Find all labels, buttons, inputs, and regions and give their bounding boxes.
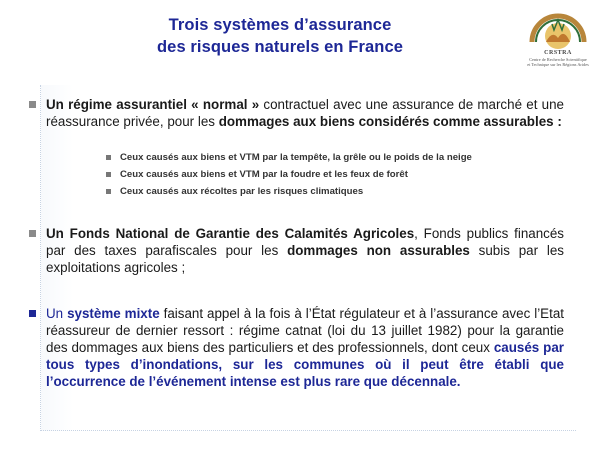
item2-tail: subis par les exploitations agricoles ;	[46, 243, 564, 275]
logo-acronym: CRSTRA	[544, 50, 572, 56]
sub-list	[120, 149, 570, 200]
list-item-regime-normal	[46, 96, 564, 130]
logo-caption-line-2: et Technique sur les Régions Arides	[527, 62, 589, 67]
item3-emphasis: système mixte	[67, 306, 160, 321]
item3-text: faisant appel à la fois à l’État régulateur et à l’assurance avec l’Etat réassureur de dernier ressort : régime catnat (loi du 13 juillet 1982) pour la garantie des dommages aux biens des particuliers et des professionnels, dont ceux	[46, 306, 564, 355]
square-bullet-icon	[29, 101, 36, 108]
item1-lead: Un régime assurantiel « normal »	[46, 97, 260, 112]
crstra-logo	[522, 2, 594, 78]
title-line-2: des risques naturels en France	[156, 38, 403, 56]
sub-item-tempete	[120, 149, 570, 166]
item3-lead: Un	[46, 306, 68, 321]
item2-lead: Un Fonds National de Garantie des Calamités Agricoles	[46, 226, 415, 241]
item1-colon: :	[553, 114, 562, 129]
square-bullet-icon	[29, 230, 36, 237]
sub-item-label: Ceux causés aux récoltes par les risques climatiques	[120, 186, 364, 197]
item2-text: , Fonds publics financés par des taxes parafiscales pour les	[46, 226, 565, 258]
sub-item-foudre	[120, 166, 570, 183]
sub-item-label: Ceux causés aux biens et VTM par la tempête, la grêle ou le poids de la neige	[120, 152, 472, 163]
logo-caption	[522, 57, 594, 67]
item3-conclusion: causés par tous types d’inondations, sur les communes où il peut être établi que l’occurrence de l’événement intense est plus rare que décennale.	[46, 340, 564, 389]
small-square-bullet-icon	[106, 172, 111, 177]
logo-caption-line-1: Centre de Recherche Scientifique	[529, 57, 587, 62]
slide-title	[60, 14, 500, 58]
sub-item-label: Ceux causés aux biens et VTM par la foudre et les feux de forêt	[120, 169, 408, 180]
title-line-1: Trois systèmes d’assurance	[168, 16, 392, 34]
sub-item-recoltes	[120, 183, 570, 200]
item2-emphasis: dommages non assurables	[287, 243, 470, 258]
list-item-systeme-mixte	[46, 305, 564, 390]
small-square-bullet-icon	[106, 155, 111, 160]
item1-text: contractuel avec une assurance de marché et une réassurance privée, pour les	[46, 97, 564, 129]
logo-emblem-icon	[522, 2, 594, 52]
square-bullet-icon	[29, 310, 36, 317]
item1-emphasis: dommages aux biens considérés comme assurables	[218, 114, 554, 129]
list-item-fonds-national	[46, 225, 564, 276]
small-square-bullet-icon	[106, 189, 111, 194]
